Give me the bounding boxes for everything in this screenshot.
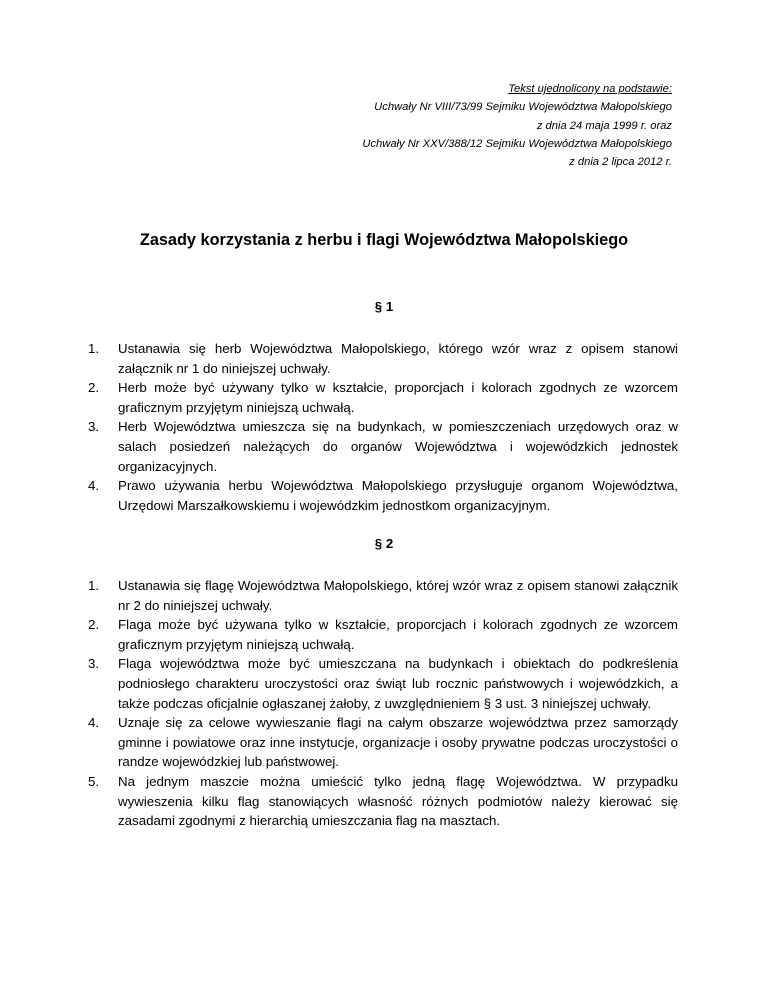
source-note: [252, 80, 672, 171]
section-2-list: [88, 576, 678, 831]
section-1-list: [88, 339, 678, 515]
section-1-mark: § 1: [374, 299, 394, 314]
item-number: 1.: [88, 578, 100, 593]
source-line: z dnia 24 maja 1999 r. oraz: [536, 119, 672, 132]
item-text: Herb Województwa umieszcza się na budynkach, w pomieszczeniach urzędowych oraz w salach posiedzeń należących do organów Województwa i wojewódzkich jednostek organizacyjnych.: [118, 419, 678, 474]
item-text: Uznaje się za celowe wywieszanie flagi na całym obszarze województwa przez samorządy gminne i powiatowe oraz inne instytucje, organizacje i osoby prywatne podczas uroczystości o randze wojewódzkiej lub państwowej.: [118, 715, 678, 770]
item-number: 4.: [88, 715, 100, 731]
list-item: [88, 339, 678, 378]
source-heading: Tekst ujednolicony na podstawie:: [508, 83, 672, 95]
item-number: 3.: [88, 656, 100, 672]
list-item: [88, 713, 678, 772]
document-title: Zasady korzystania z herbu i flagi Województwa Małopolskiego: [139, 231, 629, 249]
item-text: Na jednym maszcie można umieścić tylko jedną flagę Województwa. W przypadku wywieszenia kilku flag stanowiących własność różnych podmiotów należy kierować się zasadami zgodnymi z hierarchią umieszczania flag na masztach.: [118, 773, 678, 829]
item-text: Flaga województwa może być umieszczana na budynkach i obiektach do podkreślenia podniosłego charakteru uroczystości oraz świąt lub rocznic państwowych i wojewódzkich, a także podczas oficjalnie ogłaszanej żałoby, z uwzględnieniem § 3 ust. 3 niniejszej uchwały.: [118, 656, 678, 711]
source-line: z dnia 2 lipca 2012 r.: [569, 156, 672, 169]
item-text: Prawo używania herbu Województwa Małopolskiego przysługuje organom Województwa, Urzędowi Marszałkowskiemu i wojewódzkim jednostkom organizacyjnym.: [118, 478, 678, 513]
item-number: 3.: [88, 419, 100, 435]
source-line: Uchwały Nr VIII/73/99 Sejmiku Województwa Małopolskiego: [374, 101, 672, 114]
source-line: Uchwały Nr XXV/388/12 Sejmiku Województwa Małopolskiego: [362, 137, 672, 150]
item-text: Ustanawia się herb Województwa Małopolskiego, którego wzór wraz z opisem stanowi załącznik nr 1 do niniejszej uchwały.: [118, 341, 678, 376]
item-text: Ustanawia się flagę Województwa Małopolskiego, której wzór wraz z opisem stanowi załącznik nr 2 do niniejszej uchwały.: [118, 578, 678, 613]
section-2-mark: § 2: [374, 536, 394, 551]
item-number: 2.: [88, 617, 100, 633]
list-item: [88, 476, 678, 515]
list-item: [88, 378, 678, 417]
item-number: 2.: [88, 380, 100, 396]
list-item: [88, 772, 678, 831]
list-item: [88, 615, 678, 654]
item-number: 5.: [88, 773, 100, 789]
item-number: 1.: [88, 341, 100, 356]
list-item: [88, 654, 678, 713]
list-item: [88, 576, 678, 615]
list-item: [88, 417, 678, 476]
item-text: Herb może być używany tylko w kształcie, proporcjach i kolorach zgodnych ze wzorcem graficznym przyjętym niniejszą uchwałą.: [118, 380, 678, 415]
item-number: 4.: [88, 478, 100, 494]
item-text: Flaga może być używana tylko w kształcie, proporcjach i kolorach zgodnych ze wzorcem graficznym przyjętym niniejszą uchwałą.: [118, 617, 678, 652]
